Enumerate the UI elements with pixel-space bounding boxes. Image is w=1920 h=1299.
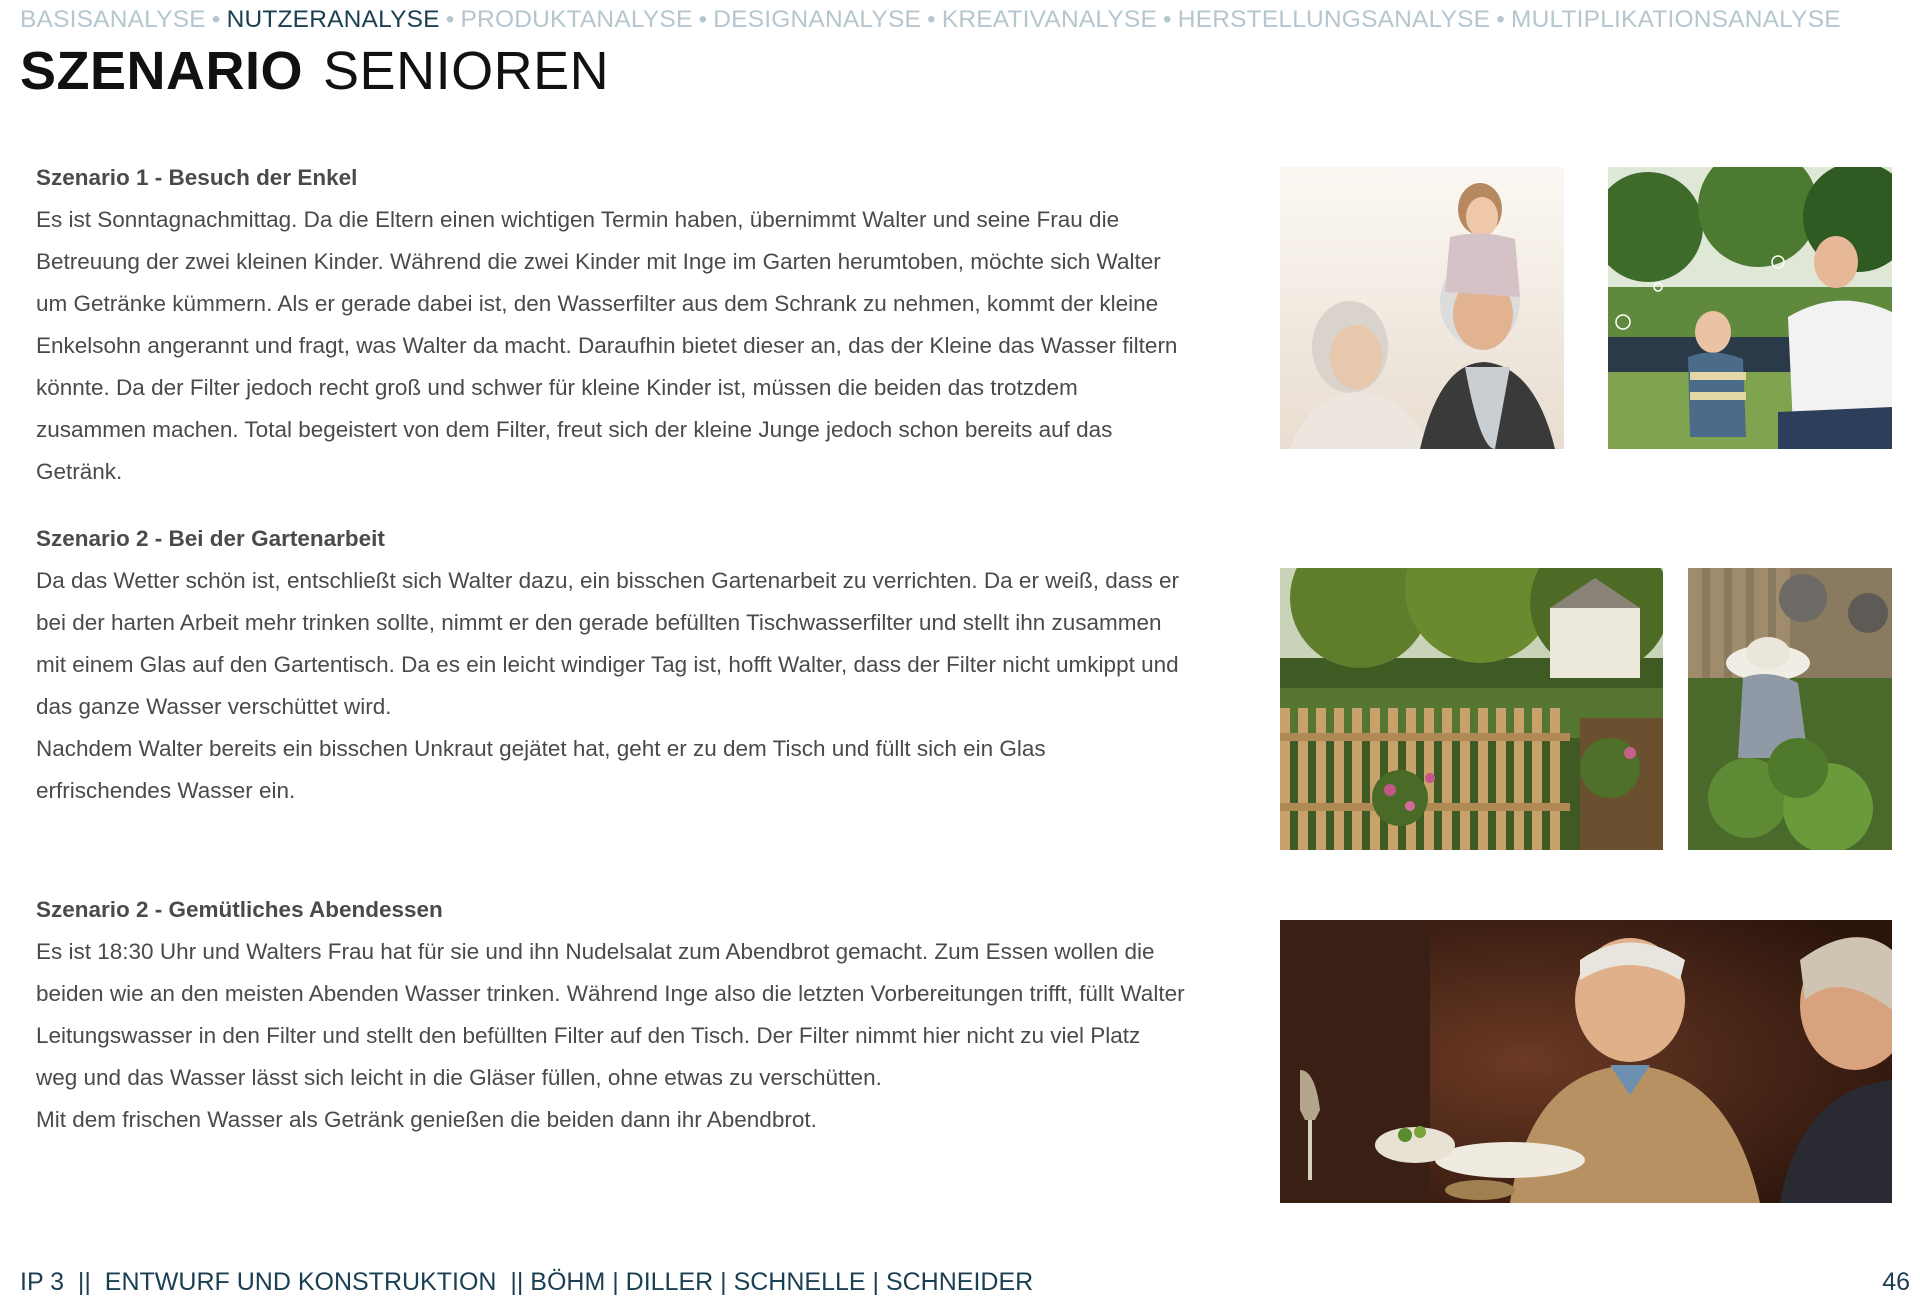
page-title — [20, 40, 609, 102]
nav-item-multiplikationsanalyse[interactable]: MULTIPLIKATIONSANALYSE — [1511, 6, 1841, 33]
scenario-2-paragraph-2: Nachdem Walter bereits ein bisschen Unkraut gejätet hat, geht er zu dem Tisch und füllt sich ein Glas erfrischendes Wasser ein. — [36, 736, 1046, 803]
scenario-1-paragraph: Es ist Sonntagnachmittag. Da die Eltern einen wichtigen Termin haben, übernimmt Walter und seine Frau die Betreuung der zwei kleinen Kinder. Während die zwei Kinder mit Inge im Garten herumtoben, möchte sich Walter um Getränke kümmern. Als er gerade dabei ist, den Wasserfilter aus dem Schrank zu nehmen, kommt der kleine Enkelsohn angerannt und fragt, was Walter da macht. Daraufhin bietet dieser an, das der Kleine das Wasser filtern könnte. Da der Filter jedoch recht groß und schwer für kleine Kinder ist, müssen die beiden das trotzdem zusammen machen. Total begeistert von dem Filter, freut sich der kleine Junge jedoch schon bereits auf das Getränk. — [36, 207, 1178, 484]
nav-separator: • — [445, 6, 455, 33]
photo-grandfather-bubbles — [1608, 167, 1892, 449]
nav-separator: • — [698, 6, 708, 33]
scenario-3-paragraph-1: Es ist 18:30 Uhr und Walters Frau hat für sie und ihn Nudelsalat zum Abendbrot gemacht. Zum Essen wollen die beiden wie an den meisten Abenden Wasser trinken. Während Inge also die letzten Vorbereitungen trifft, füllt Walter Leitungswasser in den Filter und stellt den befüllten Filter auf den Tisch. Der Filter nimmt hier nicht zu viel Platz weg und das Wasser lässt sich leicht in die Gläser füllen, ohne etwas zu verschütten. — [36, 939, 1185, 1090]
page-number: 46 — [1882, 1268, 1910, 1296]
scenario-3-paragraph-2: Mit dem frischen Wasser als Getränk genießen die beiden dann ihr Abendbrot. — [36, 1107, 817, 1132]
page-title-bold: SZENARIO — [20, 41, 304, 101]
scenario-3-section — [36, 889, 1186, 1141]
nav-separator: • — [1163, 6, 1172, 33]
scenario-3-heading: Szenario 2 - Gemütliches Abendessen — [36, 897, 443, 922]
scenario-1-heading: Szenario 1 - Besuch der Enkel — [36, 165, 358, 190]
nav-item-herstellungsanalyse[interactable]: HERSTELLUNGSANALYSE — [1177, 6, 1491, 33]
nav-item-nutzeranalyse[interactable]: NUTZERANALYSE — [226, 6, 440, 33]
nav-item-produktanalyse[interactable]: PRODUKTANALYSE — [460, 6, 693, 33]
scenario-1-section — [36, 157, 1186, 493]
scenario-2-section — [36, 518, 1186, 812]
footer-credits: IP 3 || ENTWURF UND KONSTRUKTION || BÖHM | DILLER | SCHNELLE | SCHNEIDER — [20, 1268, 1034, 1296]
page-title-light: SENIOREN — [323, 41, 610, 101]
nav-item-kreativanalyse[interactable]: KREATIVANALYSE — [941, 6, 1158, 33]
photo-senior-gardening — [1688, 568, 1892, 850]
photo-grandparents-granddaughter — [1280, 167, 1564, 449]
nav-separator: • — [927, 6, 936, 33]
scenario-2-heading: Szenario 2 - Bei der Gartenarbeit — [36, 526, 385, 551]
nav-item-designanalyse[interactable]: DESIGNANALYSE — [713, 6, 922, 33]
nav-item-basisanalyse[interactable]: BASISANALYSE — [20, 6, 206, 33]
nav-separator: • — [1496, 6, 1505, 33]
nav-separator: • — [211, 6, 221, 33]
chapter-navigation — [20, 6, 1841, 34]
photo-garden-fence — [1280, 568, 1663, 850]
scenario-2-paragraph-1: Da das Wetter schön ist, entschließt sich Walter dazu, ein bisschen Gartenarbeit zu verrichten. Da er weiß, dass er bei der harten Arbeit mehr trinken sollte, nimmt er den gerade befüllten Tischwasserfilter und stellt ihn zusammen mit einem Glas auf den Gartentisch. Da es ein leicht windiger Tag ist, hofft Walter, dass der Filter nicht umkippt und das ganze Wasser verschüttet wird. — [36, 568, 1179, 719]
photo-seniors-dinner — [1280, 920, 1892, 1203]
